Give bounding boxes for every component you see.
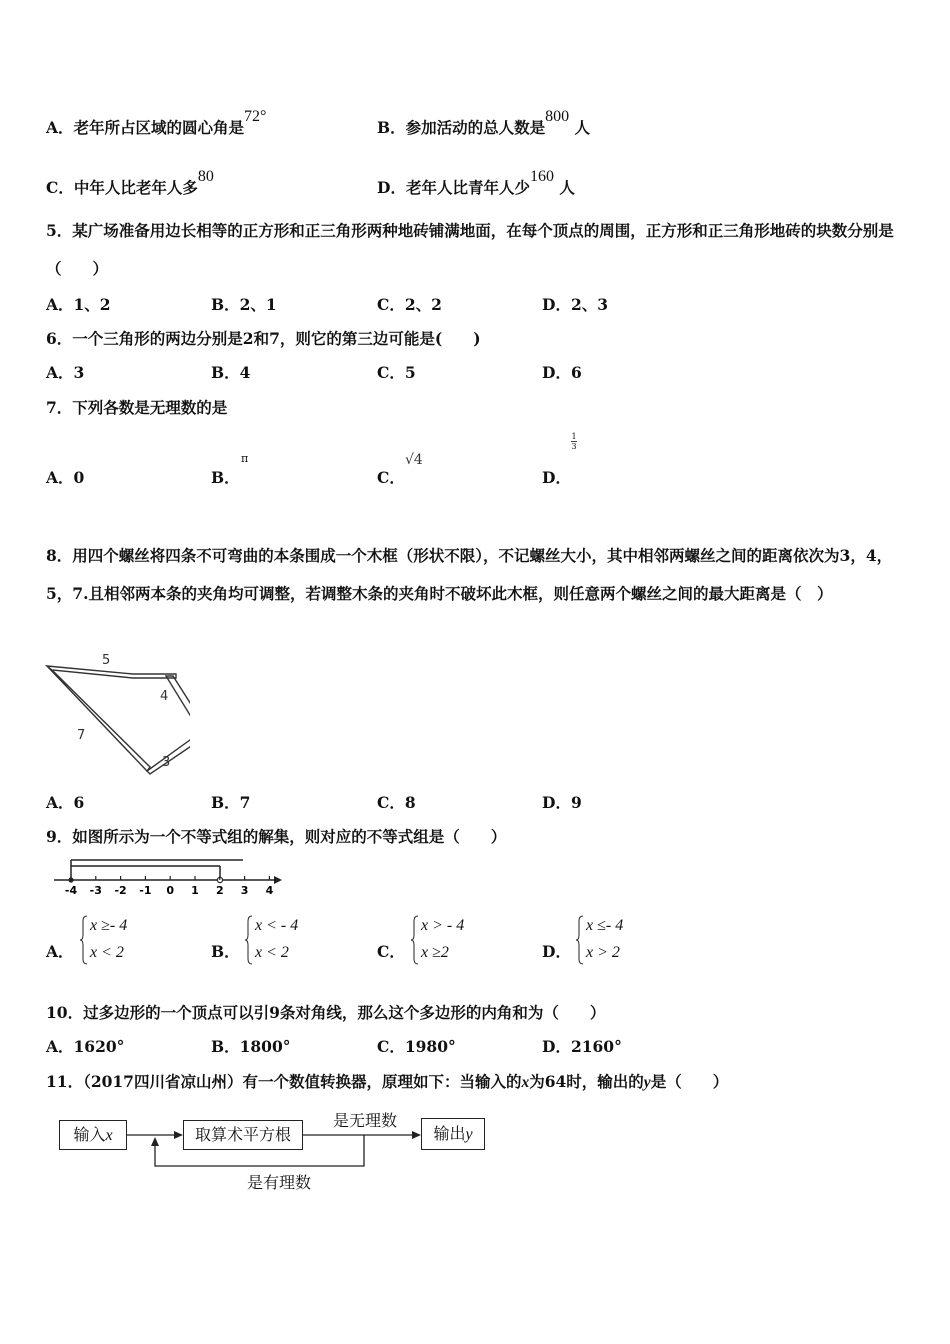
q9-option-b-system: x < - 4 x < 2	[245, 915, 325, 967]
q6-option-d: D．6	[542, 363, 582, 382]
q7-c-math: √4	[405, 452, 423, 468]
q4-option-c: C．中年人比老年人多80	[46, 168, 214, 197]
q5-stem: 5．某广场准备用边长相等的正方形和正三角形两种地砖铺满地面，在每个顶点的周围，正方形和正三角形地砖的块数分别是（ ）	[46, 221, 894, 278]
q4-a-value: 72°	[244, 108, 267, 125]
q8-option-c: C．8	[377, 793, 416, 812]
flow-input-box: 输入x	[59, 1120, 127, 1150]
brace-icon	[576, 915, 584, 965]
q10-option-a: A．1620°	[46, 1037, 125, 1056]
brace-icon	[411, 915, 419, 965]
q5-option-a: A．1、2	[46, 295, 111, 314]
number-line-tick-label: 3	[240, 884, 249, 897]
q8-option-a: A．6	[46, 793, 85, 812]
q9-option-d-system: x ≤- 4 x > 2	[576, 915, 656, 967]
q8-label-3: 3	[162, 755, 171, 770]
q8-stem: 8．用四个螺丝将四条不可弯曲的本条围成一个木框（形状不限），不记螺丝大小，其中相邻两螺丝之间的距离依次为3，4，5，7.且相邻两本条的夹角均可调整，若调整木条的夹角时不破坏此木框，则任意两个螺丝之间的最大距离是（ ）	[46, 546, 893, 603]
q10-option-d: D．2160°	[542, 1037, 622, 1056]
q5-option-c: C．2、2	[377, 295, 442, 314]
number-line-tick-label: 1	[191, 884, 199, 897]
q8-label-7: 7	[77, 728, 86, 743]
q8-option-b: B．7	[211, 793, 251, 812]
q7-option-d: D． 1 3	[542, 432, 577, 487]
q9-number-line	[50, 852, 290, 898]
q6-option-a: A．3	[46, 363, 85, 382]
q9-option-d-label: D．	[542, 942, 571, 961]
brace-icon	[245, 915, 253, 965]
number-line-tick-label: -3	[89, 884, 102, 897]
q9-option-c-label: C．	[377, 942, 405, 961]
flow-process-box: 取算术平方根	[183, 1120, 303, 1150]
q10-stem: 10．过多边形的一个顶点可以引9条对角线，那么这个多边形的内角和为（ ）	[46, 1003, 606, 1022]
q6-option-c: C．5	[377, 363, 416, 382]
q11-stem: 11．（2017四川省凉山州）有一个数值转换器，原理如下：当输入的x为64时，输出的y是（ ）	[46, 1072, 729, 1091]
q8-option-d: D．9	[542, 793, 582, 812]
number-line-tick-label: 2	[215, 884, 224, 897]
q5-option-b: B．2、1	[211, 295, 277, 314]
flow-output-box: 输出y	[421, 1118, 485, 1150]
q4-b-value: 800	[545, 108, 570, 125]
brace-icon	[80, 915, 88, 965]
q7-d-fraction: 1 3	[571, 432, 577, 451]
q6-stem: 6．一个三角形的两边分别是2和7，则它的第三边可能是( )	[46, 329, 481, 348]
flow-irrational-label: 是无理数	[333, 1111, 398, 1130]
q8-label-5: 5	[102, 653, 111, 668]
q7-option-a: A．0	[46, 468, 85, 487]
q7-b-math: π	[241, 452, 249, 465]
q7-option-c: C． √4	[377, 452, 423, 487]
q9-option-a-system: x ≥- 4 x < 2	[80, 915, 160, 967]
q9-stem: 9．如图所示为一个不等式组的解集，则对应的不等式组是（ ）	[46, 827, 507, 846]
q4-option-a: A．老年所占区域的圆心角是72°	[46, 108, 267, 137]
q4-option-b: B．参加活动的总人数是800 人	[377, 108, 591, 137]
q8-wooden-frame-figure	[40, 650, 190, 780]
q7-option-b: B． π	[211, 452, 249, 487]
q5-option-d: D．2、3	[542, 295, 609, 314]
number-line-tick-label: -2	[114, 884, 127, 897]
q9-tick-group	[65, 876, 274, 897]
q6-option-b: B．4	[211, 363, 251, 382]
number-line-tick-label: 0	[166, 884, 175, 897]
q10-option-b: B．1800°	[211, 1037, 291, 1056]
q10-option-c: C．1980°	[377, 1037, 456, 1056]
q7-stem: 7．下列各数是无理数的是	[46, 398, 228, 417]
number-line-tick-label: -1	[139, 884, 152, 897]
number-line-tick-label: 4	[265, 884, 274, 897]
q9-option-a-label: A．	[46, 942, 74, 961]
flow-rational-label: 是有理数	[247, 1173, 312, 1192]
q8-label-4: 4	[160, 689, 169, 704]
q4-option-d: D．老年人比青年人少160 人	[377, 168, 575, 197]
q9-option-b-label: B．	[211, 942, 240, 961]
q4-d-value: 160	[529, 168, 554, 185]
number-line-tick-label: -4	[64, 884, 78, 897]
q4-c-value: 80	[197, 168, 214, 185]
q9-option-c-system: x > - 4 x ≥2	[411, 915, 491, 967]
